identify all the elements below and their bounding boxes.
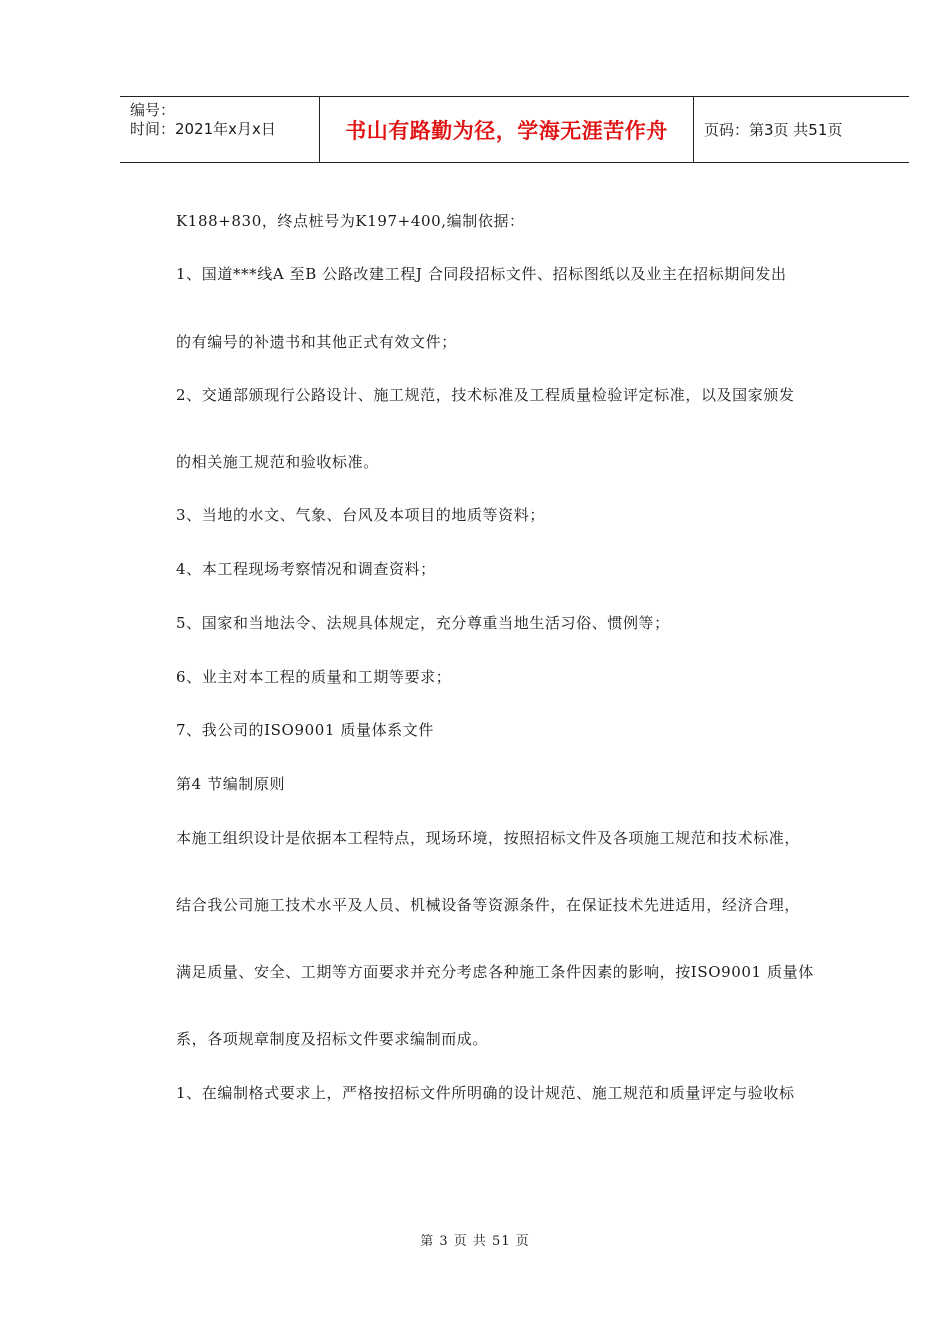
- document-time-label: 时间：2021年x月x日: [130, 120, 276, 138]
- header-motto-cell: [320, 97, 694, 162]
- body-line: 满足质量、安全、工期等方面要求并充分考虑各种施工条件因素的影响，按ISO9001 质量体: [176, 963, 814, 981]
- body-line: 结合我公司施工技术水平及人员、机械设备等资源条件，在保证技术先进适用，经济合理，: [176, 896, 801, 914]
- body-line: 系，各项规章制度及招标文件要求编制而成。: [176, 1030, 489, 1048]
- body-line: 6、业主对本工程的质量和工期等要求；: [176, 668, 452, 686]
- body-line: 的相关施工规范和验收标准。: [176, 453, 379, 471]
- body-line: 7、我公司的ISO9001 质量体系文件: [176, 721, 434, 739]
- body-line: 的有编号的补遗书和其他正式有效文件；: [176, 333, 457, 351]
- page-header: [120, 96, 909, 163]
- page-footer: 第 3 页 共 51 页: [420, 1234, 530, 1249]
- header-page-cell: [694, 97, 909, 162]
- header-page-number: 页码：第3页 共51页: [704, 121, 843, 139]
- body-line: 1、国道***线A 至B 公路改建工程J 合同段招标文件、招标图纸以及业主在招标期间发出: [176, 265, 787, 283]
- body-line: 5、国家和当地法令、法规具体规定，充分尊重当地生活习俗、惯例等；: [176, 614, 670, 632]
- body-line: K188+830，终点桩号为K197+400,编制依据：: [176, 212, 525, 230]
- body-line: 本施工组织设计是依据本工程特点，现场环境，按照招标文件及各项施工规范和技术标准，: [176, 829, 801, 847]
- body-line: 4、本工程现场考察情况和调查资料；: [176, 560, 436, 578]
- section-heading: 第4 节编制原则: [176, 775, 286, 793]
- body-line: 3、当地的水文、气象、台风及本项目的地质等资料；: [176, 506, 545, 524]
- body-line: 2、交通部颁现行公路设计、施工规范，技术标准及工程质量检验评定标准，以及国家颁发: [176, 386, 795, 404]
- header-motto: 书山有路勤为径，学海无涯苦作舟: [345, 118, 668, 143]
- document-number-label: 编号：: [130, 101, 176, 119]
- body-line: 1、在编制格式要求上，严格按招标文件所明确的设计规范、施工规范和质量评定与验收标: [176, 1084, 795, 1102]
- header-meta: [120, 97, 320, 162]
